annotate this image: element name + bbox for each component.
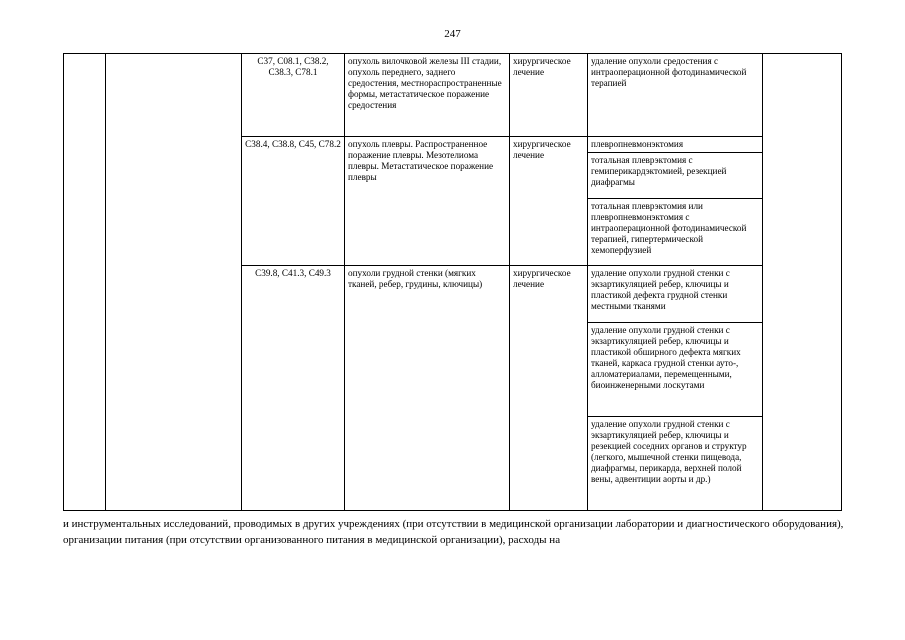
icd-codes-cell: C38.4, C38.8, C45, C78.2 (242, 137, 345, 266)
page-number: 247 (444, 28, 461, 40)
procedures-table (63, 53, 842, 511)
method-cell: удаление опухоли средостения с интраоперационной фотодинамической терапией (588, 54, 763, 137)
empty-cell (763, 54, 842, 511)
method-cell: тотальная плеврэктомия с гемиперикардэктомией, резекцией диафрагмы (588, 153, 763, 199)
method-cell: удаление опухоли грудной стенки с экзартикуляцией ребер, ключицы и пластикой дефекта грудной стенки местными тканями (588, 266, 763, 323)
method-cell: тотальная плеврэктомия или плевропневмонэктомия с интраоперационной фотодинамической терапией, гипертермической хемоперфузией (588, 199, 763, 266)
treatment-cell: хирургическое лечение (510, 54, 588, 137)
method-cell: удаление опухоли грудной стенки с экзартикуляцией ребер, ключицы и резекцией соседних органов и структур (легкого, мышечной стенки пищевода, диафрагмы, перикарда, верхней полой вены, адвентиции аорты и др.) (588, 417, 763, 511)
method-cell: плевропневмонэктомия (588, 137, 763, 153)
icd-codes-cell: C37, C08.1, C38.2, C38.3, C78.1 (242, 54, 345, 137)
method-cell: удаление опухоли грудной стенки с экзартикуляцией ребер, ключицы и пластикой обширного дефекта мягких тканей, каркаса грудной стенки ауто-, алломатериалами, перемещенными, биоинженерными лоскутами (588, 323, 763, 417)
treatment-cell: хирургическое лечение (510, 266, 588, 511)
table-row (64, 54, 842, 137)
icd-codes-cell: C39.8, C41.3, C49.3 (242, 266, 345, 511)
empty-cell (64, 54, 106, 511)
diagnosis-cell: опухоли грудной стенки (мягких тканей, ребер, грудины, ключицы) (345, 266, 510, 511)
treatment-cell: хирургическое лечение (510, 137, 588, 266)
empty-cell (106, 54, 242, 511)
diagnosis-cell: опухоль вилочковой железы III стадии, опухоль переднего, заднего средостения, местнораспространенные формы, метастатическое поражение средостения (345, 54, 510, 137)
footer-paragraph: и инструментальных исследований, проводимых в других учреждениях (при отсутствии в медицинской организации лаборатории и диагностического оборудования), организации питания (при отсутствии организованного питания в медицинской организации), расходы на (63, 518, 844, 546)
diagnosis-cell: опухоль плевры. Распространенное поражение плевры. Мезотелиома плевры. Метастатическое поражение плевры (345, 137, 510, 266)
